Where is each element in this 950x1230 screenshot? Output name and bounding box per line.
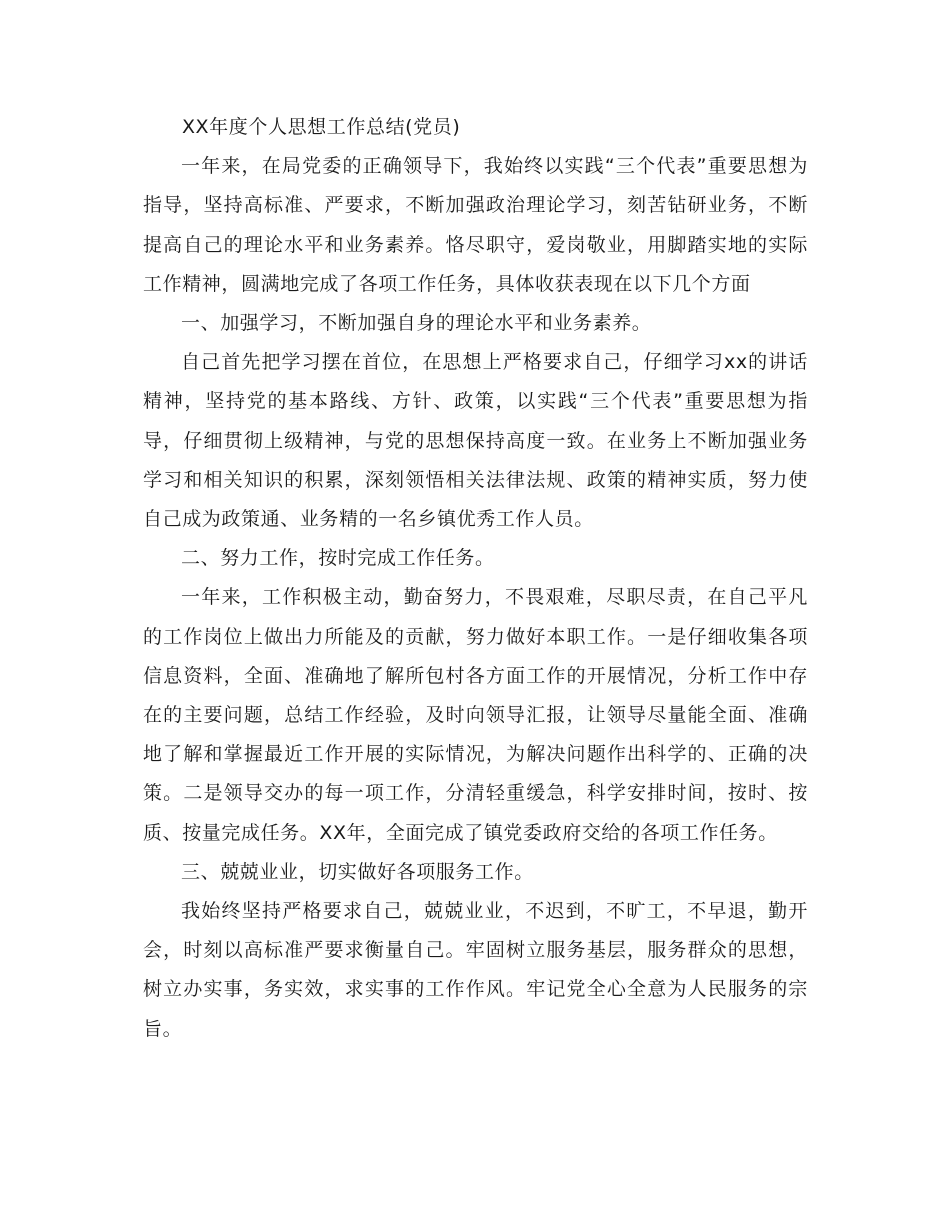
document-title: XX年度个人思想工作总结(党员) [181,116,461,138]
section-heading-3: 三、兢兢业业，切实做好各项服务工作。 [181,860,534,883]
section-3-paragraph: 我始终坚持严格要求自己，兢兢业业，不迟到，不旷工，不早退，勤开会，时刻以高标准严要求衡量自己。牢固树立服务基层，服务群众的思想，树立办实事，务实效，求实事的工作作风。牢记党全心全意为人民服务的宗旨。 [143,900,808,1040]
section-1-paragraph: 自己首先把学习摆在首位，在思想上严格要求自己，仔细学习xx的讲话精神，坚持党的基本路线、方针、政策，以实践“三个代表”重要思想为指导，仔细贯彻上级精神，与党的思想保持高度一致。在业务上不断加强业务学习和相关知识的积累，深刻领悟相关法律法规、政策的精神实质，努力使自己成为政策通、业务精的一名乡镇优秀工作人员。 [143,351,808,531]
document-body [143,108,808,1049]
section-2-paragraph: 一年来，工作积极主动，勤奋努力，不畏艰难，尽职尽责，在自己平凡的工作岗位上做出力所能及的贡献，努力做好本职工作。一是仔细收集各项信息资料，全面、准确地了解所包村各方面工作的开展情况，分析工作中存在的主要问题，总结工作经验，及时向领导汇报，让领导尽量能全面、准确地了解和掌握最近工作开展的实际情况，为解决问题作出科学的、正确的决策。二是领导交办的每一项工作，分清轻重缓急，科学安排时间，按时、按质、按量完成任务。XX年，全面完成了镇党委政府交给的各项工作任务。 [143,586,808,844]
section-heading-2: 二、努力工作，按时完成工作任务。 [181,547,495,570]
section-heading-1: 一、加强学习，不断加强自身的理论水平和业务素养。 [181,312,652,335]
intro-paragraph: 一年来，在局党委的正确领导下，我始终以实践“三个代表”重要思想为指导，坚持高标准、严要求，不断加强政治理论学习，刻苦钻研业务，不断提高自己的理论水平和业务素养。恪尽职守，爱岗敬业，用脚踏实地的实际工作精神，圆满地完成了各项工作任务，具体收获表现在以下几个方面 [143,155,808,295]
